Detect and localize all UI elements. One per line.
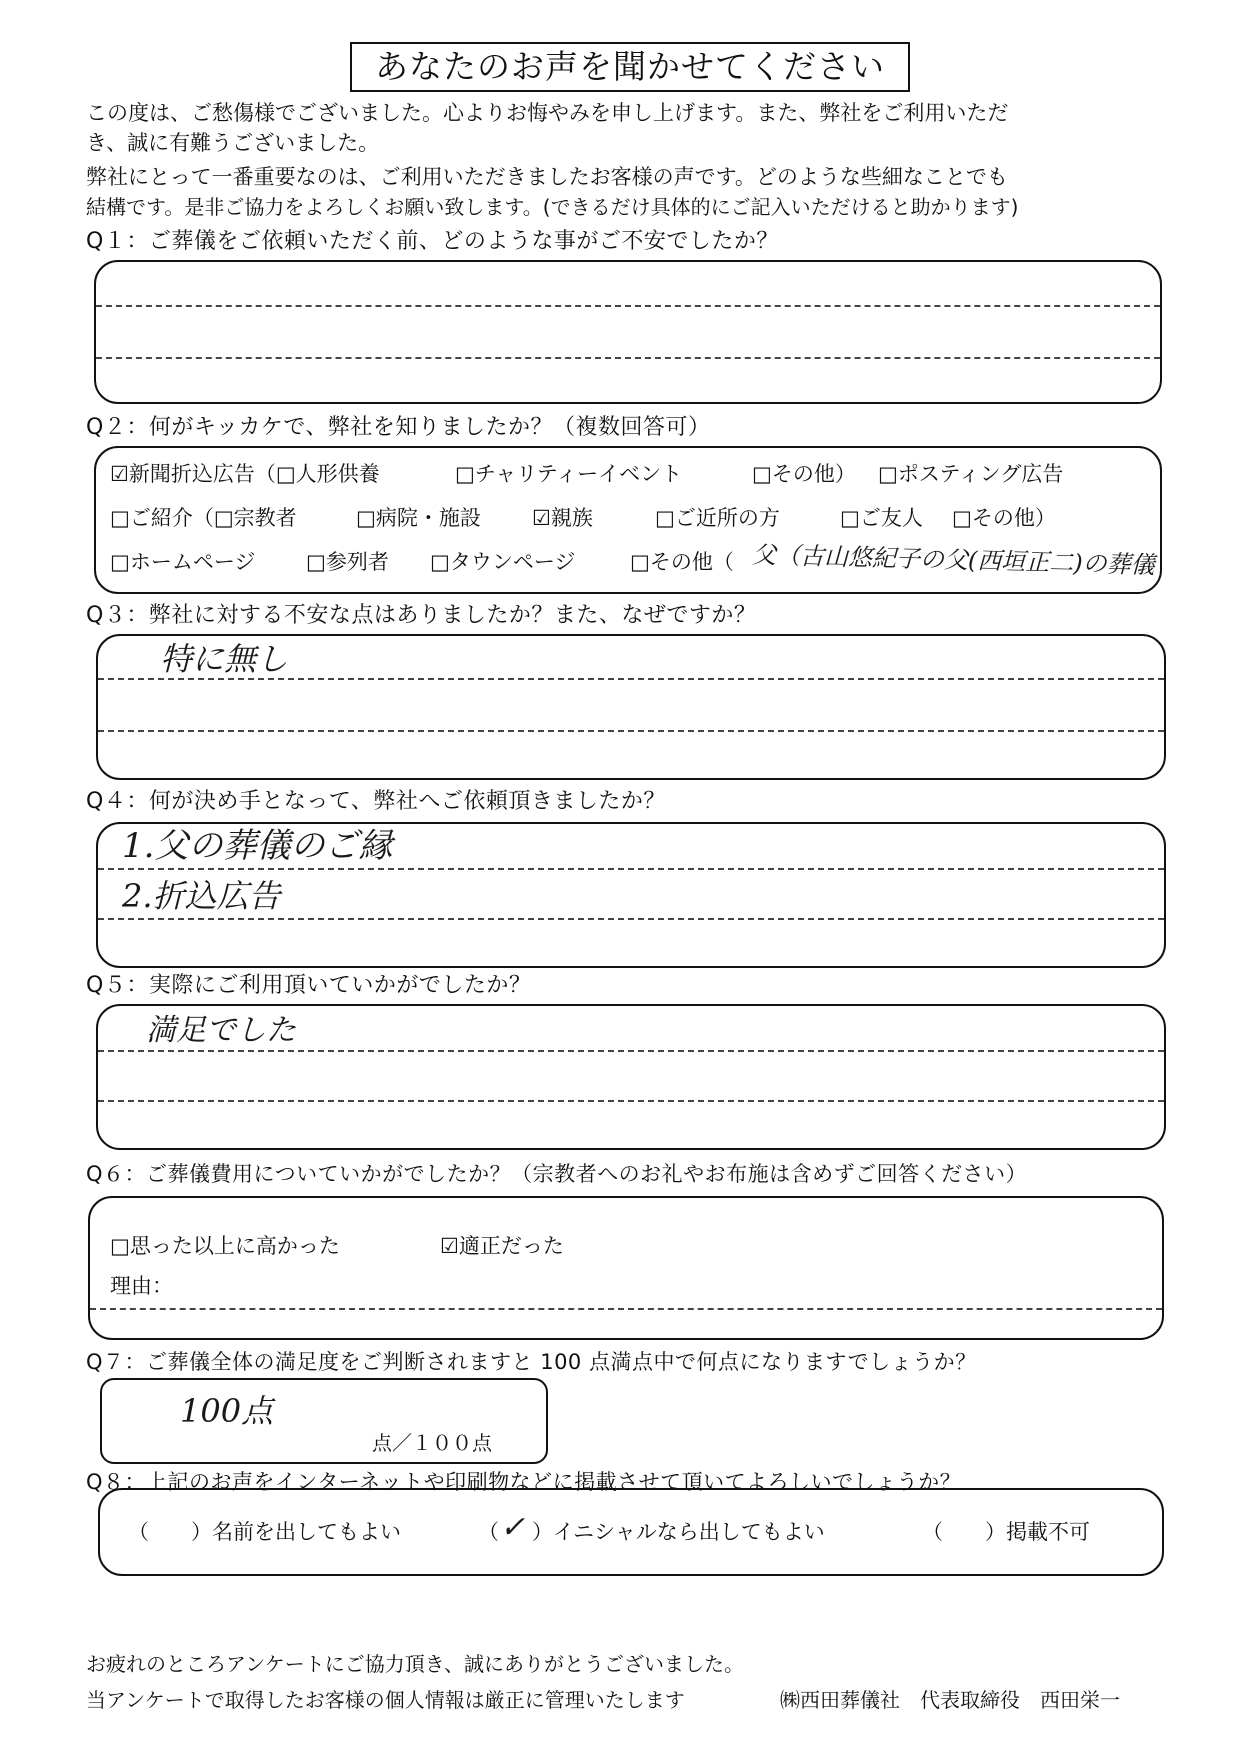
q2-label: Q２：何がキッカケで、弊社を知りましたか？（複数回答可）	[86, 415, 711, 440]
q3-label: Q３：弊社に対する不安な点はありましたか？また、なぜですか？	[86, 603, 757, 628]
q4-handwritten-answer-2: 2.折込広告	[122, 877, 281, 915]
intro-line-3: 弊社にとって一番重要なのは、ご利用いただきましたお客様の声です。どのような些細なことでも	[86, 165, 1008, 189]
intro-line-1: この度は、ご愁傷様でございました。心よりお悔やみを申し上げます。また、弊社をご利用いただ	[86, 101, 1009, 125]
q2-option-other-1[interactable]: □その他）	[752, 462, 856, 486]
q4-rule-2	[98, 918, 1164, 920]
q8-initials-checkmark: ✓	[500, 1510, 526, 1545]
q6-option-reasonable[interactable]: ☑適正だった	[440, 1234, 564, 1258]
q4-rule-1	[98, 868, 1164, 870]
q1-rule-2	[96, 357, 1160, 359]
q2-option-other-3[interactable]: □その他（	[630, 550, 734, 574]
q4-label: Q４：何が決め手となって、弊社へご依頼頂きましたか？	[86, 789, 666, 814]
q4-handwritten-answer-1: 1.父の葬儀のご縁	[122, 826, 393, 866]
q2-option-townpage[interactable]: □タウンページ	[430, 550, 576, 574]
q7-score-unit: 点／１００点	[372, 1431, 492, 1455]
q1-rule-1	[96, 305, 1160, 307]
q2-option-friends[interactable]: □ご友人	[840, 506, 923, 530]
q5-handwritten-answer: 満足でした	[146, 1013, 296, 1048]
q5-rule-2	[98, 1100, 1164, 1102]
q8-option-initials-open[interactable]: （	[478, 1520, 499, 1544]
footer-thanks: お疲れのところアンケートにご協力頂き、誠にありがとうございました。	[86, 1652, 744, 1676]
q1-label: Q１：ご葬儀をご依頼いただく前、どのような事がご不安でしたか？	[86, 229, 779, 254]
q6-reason-rule	[90, 1308, 1162, 1310]
q8-option-no-publish[interactable]: （ ）掲載不可	[922, 1520, 1090, 1544]
intro-line-4: 結構です。是非ご協力をよろしくお願い致します。(できるだけ具体的にご記入いただけると助かります)	[86, 195, 1019, 219]
q2-option-referral[interactable]: □ご紹介（□宗教者	[110, 506, 297, 530]
q7-handwritten-score: 100点	[180, 1392, 274, 1430]
q6-answer-box	[88, 1196, 1164, 1340]
q2-option-charity-event[interactable]: □チャリティーイベント	[455, 462, 683, 486]
q7-label: Q７：ご葬儀全体の満足度をご判断されますと 100 点満点中で何点になりますでしょうか？	[86, 1350, 977, 1374]
q2-option-homepage[interactable]: □ホームページ	[110, 550, 256, 574]
q8-option-full-name[interactable]: （ ）名前を出してもよい	[128, 1520, 401, 1544]
q2-handwritten-answer: 父（古山悠紀子の父(西垣正二)の葬儀	[751, 540, 1156, 580]
q2-option-newspaper-insert[interactable]: ☑新聞折込広告（□人形供養	[110, 462, 380, 486]
q6-label: Q６：ご葬儀費用についていかがでしたか？（宗教者へのお礼やお布施は含めずご回答ください）	[86, 1162, 1028, 1186]
q2-option-neighbors[interactable]: □ご近所の方	[655, 506, 780, 530]
q2-option-attendee[interactable]: □参列者	[306, 550, 389, 574]
q5-rule-1	[98, 1050, 1164, 1052]
survey-title: あなたのお声を聞かせてください	[350, 42, 910, 92]
q8-label: Q８：上記のお声をインターネットや印刷物などに掲載させて頂いてよろしいでしょうか？	[86, 1470, 962, 1494]
q3-handwritten-answer: 特に無し	[160, 640, 289, 678]
intro-line-2: き、誠に有難うございました。	[86, 131, 380, 155]
q2-option-posting-ad[interactable]: □ポスティング広告	[878, 462, 1064, 486]
q2-option-relatives[interactable]: ☑親族	[532, 506, 593, 530]
q2-option-hospital[interactable]: □病院・施設	[356, 506, 481, 530]
q1-answer-box[interactable]	[94, 260, 1162, 404]
q2-option-other-2[interactable]: □その他）	[952, 506, 1056, 530]
q6-option-too-expensive[interactable]: □思った以上に高かった	[110, 1234, 340, 1258]
footer-privacy-note: 当アンケートで取得したお客様の個人情報は厳正に管理いたします	[86, 1688, 685, 1712]
q5-label: Q５：実際にご利用頂いていかがでしたか？	[86, 973, 532, 998]
q6-reason-label: 理由：	[110, 1274, 173, 1298]
q3-rule-2	[98, 730, 1164, 732]
footer-company: ㈱西田葬儀社 代表取締役 西田栄一	[780, 1688, 1120, 1712]
q3-rule-1	[98, 678, 1164, 680]
q8-option-initials[interactable]: ）イニシャルなら出してもよい	[532, 1520, 825, 1544]
